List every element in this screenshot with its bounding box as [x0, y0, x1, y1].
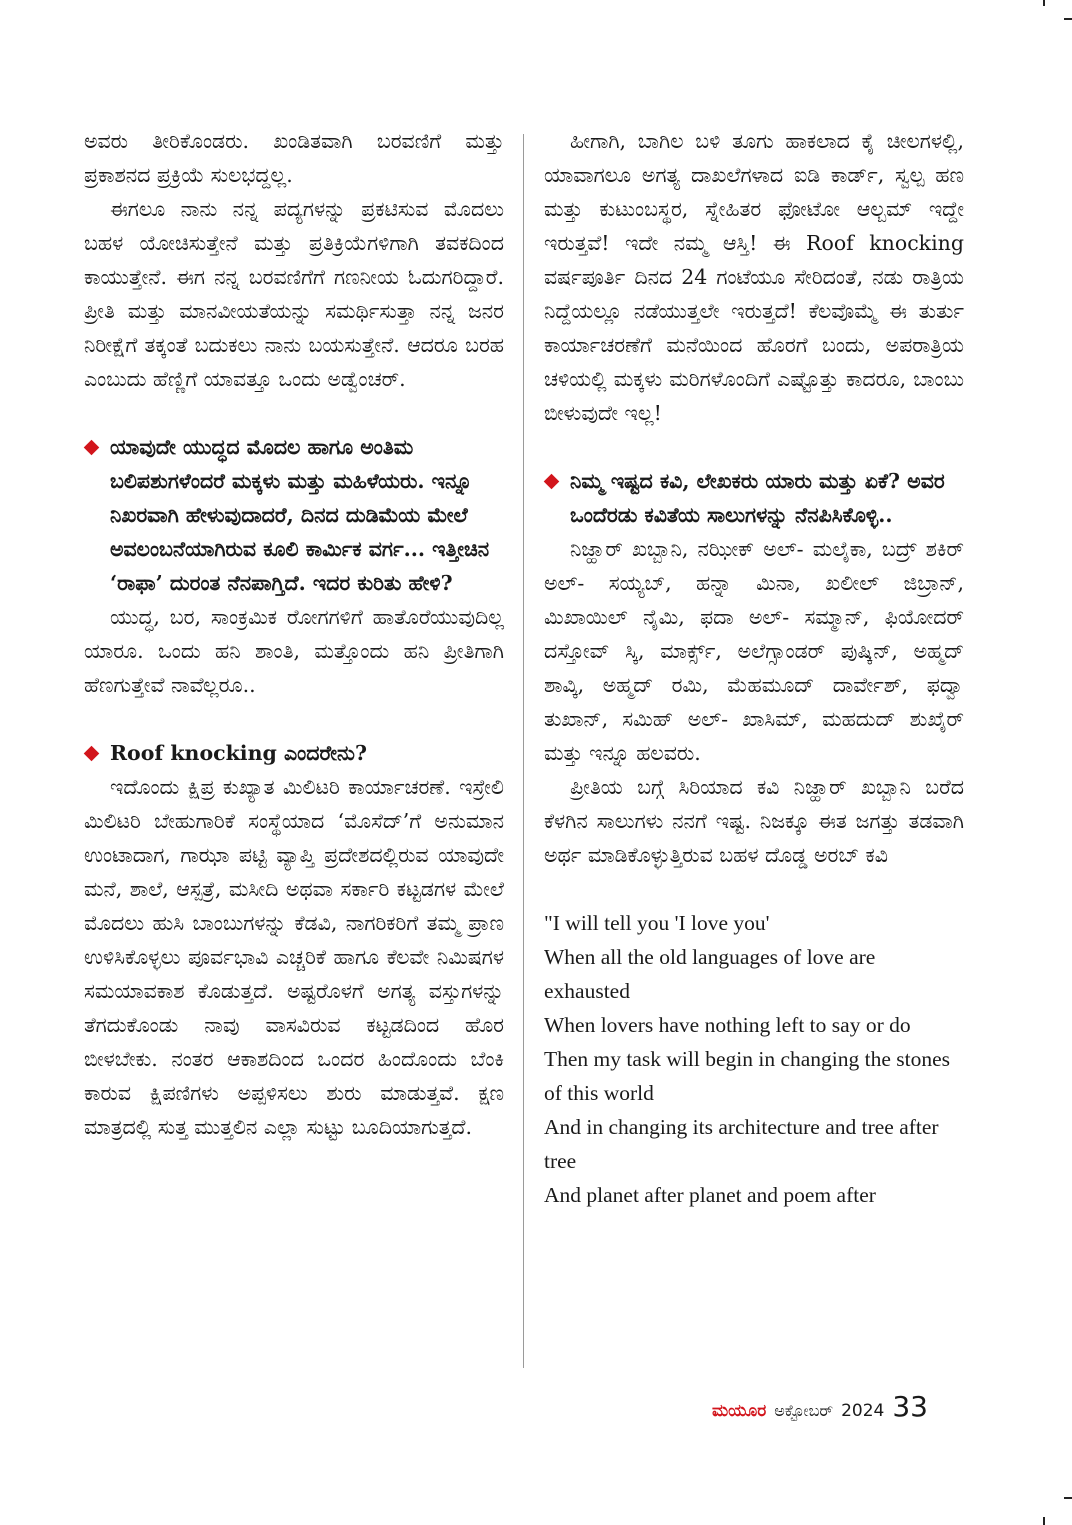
spacer: [544, 872, 964, 906]
crop-mark: [1064, 18, 1072, 20]
magazine-logo: ಮಯೂರ: [712, 1401, 767, 1421]
poem-line: "I will tell you 'I love you': [544, 911, 770, 935]
question-text: Roof knocking ಎಂದರೇನು?: [110, 741, 367, 765]
poem-line: When all the old languages of love are exhausted: [544, 945, 876, 1003]
issue-year: 2024: [841, 1401, 885, 1421]
spacer: [84, 702, 504, 736]
paragraph: ಹೀಗಾಗಿ, ಬಾಗಿಲ ಬಳಿ ತೂಗು ಹಾಕಲಾದ ಕೈ ಚೀಲಗಳಲ್ಲಿ, ಯಾವಾಗಲೂ ಅಗತ್ಯ ದಾಖಲೆಗಳಾದ ಐಡಿ ಕಾರ್ಡ್, ಸ್ವಲ್ಪ ಹಣ ಮತ್ತು ಕುಟುಂಬಸ್ಥರ, ಸ್ನೇಹಿತರ ಫೋಟೋ ಆಲ್ಬಮ್ ಇದ್ದೇ ಇರುತ್ತವೆ! ಇದೇ ನಮ್ಮ ಆಸ್ತಿ! ಈ Roof knocking ವರ್ಷಪೂರ್ತಿ ದಿನದ 24 ಗಂಟೆಯೂ ಸೇರಿದಂತೆ, ನಡು ರಾತ್ರಿಯ ನಿದ್ದೆಯಲ್ಲೂ ನಡೆಯುತ್ತಲೇ ಇರುತ್ತದೆ! ಕೆಲವೊಮ್ಮೆ ಈ ತುರ್ತು ಕಾರ್ಯಾಚರಣೆಗೆ ಮನೆಯಿಂದ ಹೊರಗೆ ಬಂದು, ಅಪರಾತ್ರಿಯ ಚಳಿಯಲ್ಲಿ ಮಕ್ಕಳು ಮರಿಗಳೊಂದಿಗೆ ಎಷ್ಟೊತ್ತು ಕಾದರೂ, ಬಾಂಬು ಬೀಳುವುದೇ ಇಲ್ಲ!: [544, 129, 964, 425]
question: [544, 464, 964, 532]
crop-mark: [1064, 1497, 1072, 1499]
crop-mark: [1043, 1517, 1045, 1525]
poem-line: And in changing its architecture and tree after tree: [544, 1115, 939, 1173]
paragraph: ಪ್ರೀತಿಯ ಬಗ್ಗೆ ಸಿರಿಯಾದ ಕವಿ ನಿಜ್ಹಾರ್ ಖಬ್ಬಾನಿ ಬರೆದ ಕೆಳಗಿನ ಸಾಲುಗಳು ನನಗೆ ಇಷ್ಟ. ನಿಜಕ್ಕೂ ಈತ ಜಗತ್ತು ತಡವಾಗಿ ಅರ್ಥ ಮಾಡಿಕೊಳ್ಳುತ್ತಿರುವ ಬಹಳ ದೊಡ್ಡ ಅರಬ್ ಕವಿ: [544, 775, 964, 867]
right-column: [544, 124, 964, 1212]
question: [84, 430, 504, 600]
poem-line: When lovers have nothing left to say or do: [544, 1013, 911, 1037]
answer: ಇದೊಂದು ಕ್ಷಿಪ್ರ ಕುಖ್ಯಾತ ಮಿಲಿಟರಿ ಕಾರ್ಯಾಚರಣೆ. ಇಸ್ರೇಲಿ ಮಿಲಿಟರಿ ಬೇಹುಗಾರಿಕೆ ಸಂಸ್ಥೆಯಾದ ‘ಮೊಸೆದ್’ಗೆ ಅನುಮಾನ ಉಂಟಾದಾಗ, ಗಾಝಾ ಪಟ್ಟಿ ವ್ಯಾಪ್ತಿ ಪ್ರದೇಶದಲ್ಲಿರುವ ಯಾವುದೇ ಮನೆ, ಶಾಲೆ, ಆಸ್ಪತ್ರೆ, ಮಸೀದಿ ಅಥವಾ ಸರ್ಕಾರಿ ಕಟ್ಟಡಗಳ ಮೇಲೆ ಮೊದಲು ಹುಸಿ ಬಾಂಬುಗಳನ್ನು ಕೆಡವಿ, ನಾಗರಿಕರಿಗೆ ತಮ್ಮ ಪ್ರಾಣ ಉಳಿಸಿಕೊಳ್ಳಲು ಪೂರ್ವಭಾವಿ ಎಚ್ಚರಿಕೆ ಹಾಗೂ ಕೆಲವೇ ನಿಮಿಷಗಳ ಸಮಯಾವಕಾಶ ಕೊಡುತ್ತದೆ. ಅಷ್ಟರೊಳಗೆ ಅಗತ್ಯ ವಸ್ತುಗಳನ್ನು ತೆಗದುಕೊಂಡು ನಾವು ವಾಸವಿರುವ ಕಟ್ಟಡದಿಂದ ಹೊರ ಬೀಳಬೇಕು. ನಂತರ ಆಕಾಶದಿಂದ ಒಂದರ ಹಿಂದೊಂದು ಬೆಂಕಿ ಕಾರುವ ಕ್ಷಿಪಣಿಗಳು ಅಪ್ಪಳಿಸಲು ಶುರು ಮಾಡುತ್ತವೆ. ಕ್ಷಣ ಮಾತ್ರದಲ್ಲಿ ಸುತ್ತ ಮುತ್ತಲಿನ ಎಲ್ಲಾ ಸುಟ್ಟು ಬೂದಿಯಾಗುತ್ತದೆ.: [84, 775, 504, 1139]
question: [84, 736, 504, 770]
question-text: ಯಾವುದೇ ಯುದ್ಧದ ಮೊದಲ ಹಾಗೂ ಅಂತಿಮ ಬಲಿಪಶುಗಳೆಂದರೆ ಮಕ್ಕಳು ಮತ್ತು ಮಹಿಳೆಯರು. ಇನ್ನೂ ನಿಖರವಾಗಿ ಹೇಳುವುದಾದರೆ, ದಿನದ ದುಡಿಮೆಯ ಮೇಲೆ ಅವಲಂಬನೆಯಾಗಿರುವ ಕೂಲಿ ಕಾರ್ಮಿಕ ವರ್ಗ... ಇತ್ತೀಚಿನ ‘ರಾಫಾ’ ದುರಂತ ನೆನಪಾಗ್ತಿದೆ. ಇದರ ಕುರಿತು ಹೇಳಿ?: [110, 435, 490, 595]
diamond-bullet-icon: [544, 474, 560, 490]
answer: ಯುದ್ಧ, ಬರ, ಸಾಂಕ್ರಮಿಕ ರೋಗಗಳಿಗೆ ಹಾತೊರೆಯುವುದಿಲ್ಲ ಯಾರೂ. ಒಂದು ಹನಿ ಶಾಂತಿ, ಮತ್ತೊಂದು ಹನಿ ಪ್ರೀತಿಗಾಗಿ ಹೆಣಗುತ್ತೇವೆ ನಾವೆಲ್ಲರೂ..: [84, 605, 504, 697]
column-divider: [523, 134, 524, 1368]
diamond-bullet-icon: [84, 746, 100, 762]
paragraph: ಈಗಲೂ ನಾನು ನನ್ನ ಪದ್ಯಗಳನ್ನು ಪ್ರಕಟಿಸುವ ಮೊದಲು ಬಹಳ ಯೋಚಿಸುತ್ತೇನೆ ಮತ್ತು ಪ್ರತಿಕ್ರಿಯೆಗಳಿಗಾಗಿ ತವಕದಿಂದ ಕಾಯುತ್ತೇನೆ. ಈಗ ನನ್ನ ಬರವಣಿಗೆಗೆ ಗಣನೀಯ ಓದುಗರಿದ್ದಾರೆ. ಪ್ರೀತಿ ಮತ್ತು ಮಾನವೀಯತೆಯನ್ನು ಸಮರ್ಥಿಸುತ್ತಾ ನನ್ನ ಜನರ ನಿರೀಕ್ಷೆಗೆ ತಕ್ಕಂತೆ ಬದುಕಲು ನಾನು ಬಯಸುತ್ತೇನೆ. ಆದರೂ ಬರಹ ಎಂಬುದು ಹೆಣ್ಣಿಗೆ ಯಾವತ್ತೂ ಒಂದು ಅಡ್ವೆಂಚರ್.: [84, 197, 504, 391]
crop-mark: [1043, 0, 1045, 6]
page-footer: [712, 1390, 928, 1430]
poem-line: And planet after planet and poem after: [544, 1183, 876, 1207]
answer: ನಿಜ್ಹಾರ್ ಖಬ್ಬಾನಿ, ನಝೀಕ್ ಅಲ್- ಮಲೈಕಾ, ಬದ್ರ್ ಶಕಿರ್ ಅಲ್- ಸಯ್ಯಬ್, ಹನ್ನಾ ಮಿನಾ, ಖಲೀಲ್ ಜಿಬ್ರಾನ್, ಮಿಖಾಯಿಲ್ ನೈಮಿ, ಫದಾ ಅಲ್- ಸಮ್ಮಾನ್, ಫಿಯೋದರ್ ದಸ್ತೋವ್ ಸ್ಕಿ, ಮಾರ್ಕ್ಸ್, ಅಲೆಗ್ಸಾಂಡರ್ ಪುಷ್ಕಿನ್, ಅಹ್ಮದ್ ಶಾವ್ಕಿ, ಅಹ್ಮದ್ ರಮಿ, ಮೆಹಮೂದ್ ದಾರ್ವೇಶ್, ಫದ್ವಾ ತುಖಾನ್, ಸಮಿಹ್ ಅಲ್- ಖಾಸಿಮ್, ಮಹದುದ್ ಶುಖೈರ್ ಮತ್ತು ಇನ್ನೂ ಹಲವರು.: [544, 537, 964, 765]
paragraph: ಅವರು ತೀರಿಕೊಂಡರು. ಖಂಡಿತವಾಗಿ ಬರವಣಿಗೆ ಮತ್ತು ಪ್ರಕಾಶನದ ಪ್ರಕ್ರಿಯೆ ಸುಲಭದ್ದಲ್ಲ.: [84, 129, 504, 187]
left-column: [84, 124, 504, 1144]
issue-month: ಅಕ್ಟೋಬರ್: [774, 1401, 834, 1420]
spacer: [544, 430, 964, 464]
question-text: ನಿಮ್ಮ ಇಷ್ಟದ ಕವಿ, ಲೇಖಕರು ಯಾರು ಮತ್ತು ಏಕೆ? ಅವರ ಒಂದೆರಡು ಕವಿತೆಯ ಸಾಲುಗಳನ್ನು ನೆನಪಿಸಿಕೊಳ್ಳಿ..: [570, 469, 945, 527]
spacer: [84, 396, 504, 430]
diamond-bullet-icon: [84, 440, 100, 456]
page-number: 33: [892, 1390, 928, 1423]
poem-line: Then my task will begin in changing the stones of this world: [544, 1047, 951, 1105]
